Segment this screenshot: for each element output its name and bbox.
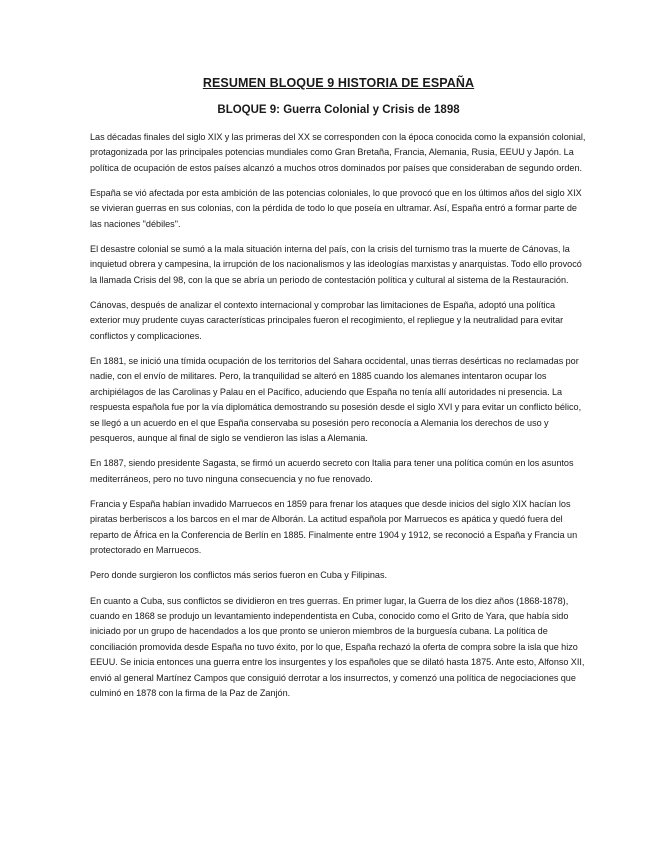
document-title: RESUMEN BLOQUE 9 HISTORIA DE ESPAÑA xyxy=(202,76,475,90)
paragraph-morocco: Francia y España habían invadido Marruecos en 1859 para frenar los ataques que desde inicios del siglo XIX hacían los piratas berberiscos a los barcos en el mar de Alborán. La actitud española por Marruecos es apática y quedó fuera del reparto de África en la Conferencia de Berlín en 1885. Finalmente entre 1904 y 1912, se reconoció a España y Francia un protectorado en Marruecos. xyxy=(90,498,578,556)
paragraph-colonial-expansion: Las décadas finales del siglo XIX y las primeras del XX se corresponden con la época conocida como la expansión colonial, protagonizada por las principales potencias mundiales como Gran Bretaña, Francia, Alemania, Rusia, EEUU y Japón. La política de ocupación de estos países alcanzó a muchos otros dominados por países que consideraban de segundo orden. xyxy=(90,132,586,173)
paragraph-sahara-carolinas: En 1881, se inició una tímida ocupación de los territorios del Sahara occidental, unas tierras desérticas no reclamadas por nadie, con el envío de militares. Pero, la tranquilidad se alteró en 1885 cuando los alemanes intentaron ocupar los archipiélagos de las Carolinas y Palau en el Pacífico, aduciendo que España no tenía allí autoridades ni presencia. La respuesta española fue por la vía diplomática demostrando su posesión desde el siglo XVI y para evitar un conflicto bélico, se llegó a un acuerdo en el que España conservaba su posesión pero reconocía a Alemania los derechos de uso y pesqueros, aunque al final de siglo se vendieron las islas a Alemania. xyxy=(90,356,582,444)
paragraph-spain-affected: España se vió afectada por esta ambición de las potencias coloniales, lo que provocó que en los últimos años del siglo XIX se vivieran guerras en sus colonias, con la pérdida de todo lo que poseía en ultramar. Así, España entró a formar parte de las naciones "débiles". xyxy=(90,188,582,229)
paragraph-cuba-wars: En cuanto a Cuba, sus conflictos se dividieron en tres guerras. En primer lugar, la Guerra de los diez años (1868-1878), cuando en 1868 se produjo un levantamiento independentista en Cuba, conocido como el Grito de Yara, que había sido iniciado por un grupo de hacendados a los que pronto se unieron miembros de la burguesía cubana. La política de conciliación promovida desde España no tuvo éxito, por lo que, España rechazó la oferta de compra sobre la isla que hizo EEUU. Se inicia entonces una guerra entre los insurgentes y los españoles que se dilató hasta 1875. Ante esto, Alfonso XII, envió al general Martínez Campos que consiguió derrotar a los insurrectos, y comenzó una política de negociaciones que culminó en 1878 con la firma de la Paz de Zanjón. xyxy=(90,595,585,698)
paragraph-canovas-policy: Cánovas, después de analizar el contexto internacional y comprobar las limitaciones de España, adoptó una política exterior muy prudente cuyas características principales fueron el recogimiento, el repliegue y la neutralidad para evitar conflictos y complicaciones. xyxy=(90,300,564,341)
document-subtitle: BLOQUE 9: Guerra Colonial y Crisis de 1898 xyxy=(217,104,460,116)
paragraph-italy-agreement: En 1887, siendo presidente Sagasta, se firmó un acuerdo secreto con Italia para tener una política común en los asuntos mediterráneos, pero no tuvo ninguna consecuencia y no fue renovado. xyxy=(90,458,574,484)
paragraph-colonial-disaster: El desastre colonial se sumó a la mala situación interna del país, con la crisis del turnismo tras la muerte de Cánovas, la inquietud obrera y campesina, la irrupción de los nacionalismos y las ideologías marxistas y anarquistas. Todo ello provocó la llamada Crisis del 98, con la que se abría un periodo de contestación política y cultural al sistema de la Restauración. xyxy=(90,244,582,285)
paragraph-cuba-philippines: Pero donde surgieron los conflictos más serios fueron en Cuba y Filipinas. xyxy=(90,570,388,581)
